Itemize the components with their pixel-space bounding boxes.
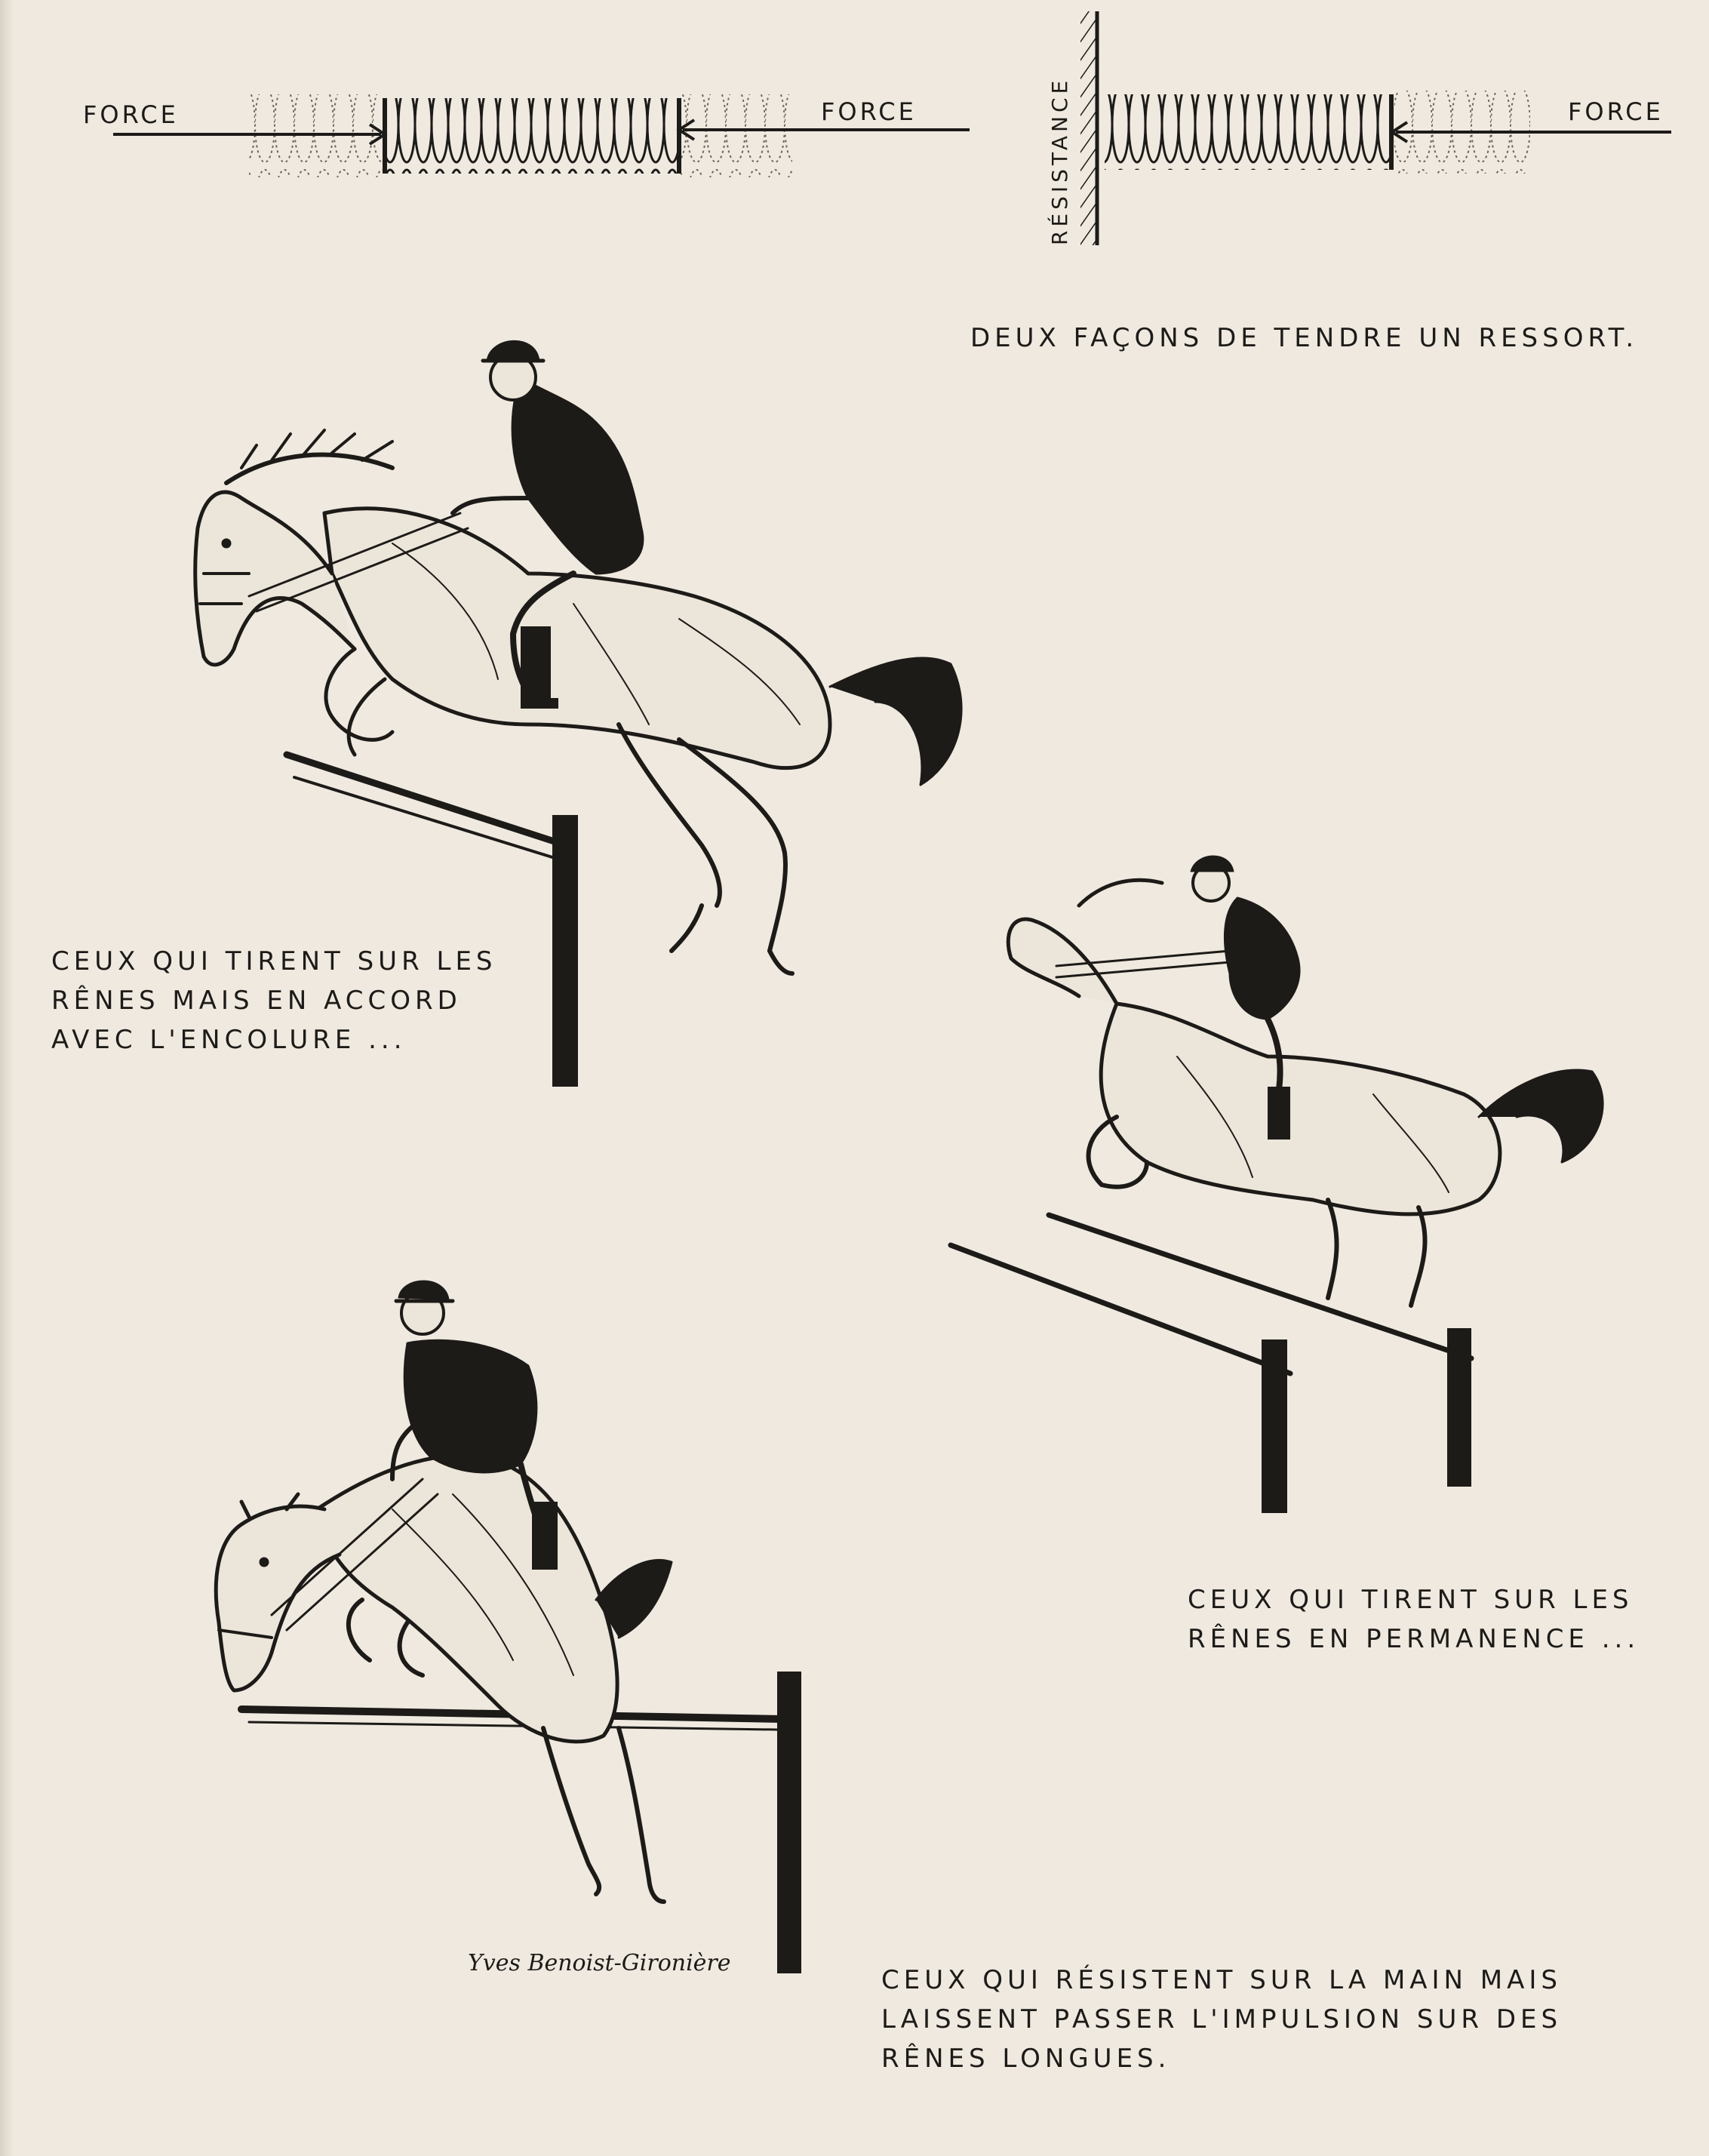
caption-horse-2 [1188,1580,1640,1659]
spring-caption: DEUX FAÇONS DE TENDRE UN RESSORT. [970,323,1639,353]
horse-rider-sketch-2 [951,856,1603,1513]
resistance-wall [1080,11,1097,245]
spring-compressed-wall [1105,94,1391,170]
fence-rail-2b [1049,1215,1471,1358]
force-label-middle: FORCE [821,97,917,126]
caption-horse-3 [881,1961,1562,2078]
force-label-left: FORCE [83,100,179,129]
fence-rail-1 [287,755,566,845]
resistance-label: RÉSISTANCE [1047,76,1072,245]
caption-horse-2-line-1: CEUX QUI TIRENT SUR LES [1188,1585,1634,1615]
horse-rider-sketch-3 [216,1281,801,1973]
caption-horse-1 [51,942,497,1060]
artist-signature: Yves Benoist-Gironière [468,1950,731,1976]
caption-horse-1-line-2: RÊNES MAIS EN ACCORD [51,986,462,1016]
fence-rail-2a [951,1245,1290,1373]
caption-horse-3-line-2: LAISSENT PASSER L'IMPULSION SUR DES [881,2004,1563,2035]
caption-horse-3-line-1: CEUX QUI RÉSISTENT SUR LA MAIN MAIS [881,1965,1563,1995]
fence-post-2a [1262,1339,1287,1513]
caption-horse-2-line-2: RÊNES EN PERMANENCE ... [1188,1624,1640,1654]
spring-compressed [385,98,679,174]
fence-post-1 [552,815,578,1087]
spring-relaxed-right [679,94,792,177]
fence-post-2b [1447,1328,1471,1487]
force-label-right: FORCE [1568,97,1664,126]
caption-horse-1-line-3: AVEC L'ENCOLURE ... [51,1025,407,1055]
caption-horse-1-line-1: CEUX QUI TIRENT SUR LES [51,946,497,977]
fence-post-3 [777,1672,801,1973]
caption-horse-3-line-3: RÊNES LONGUES. [881,2044,1171,2074]
